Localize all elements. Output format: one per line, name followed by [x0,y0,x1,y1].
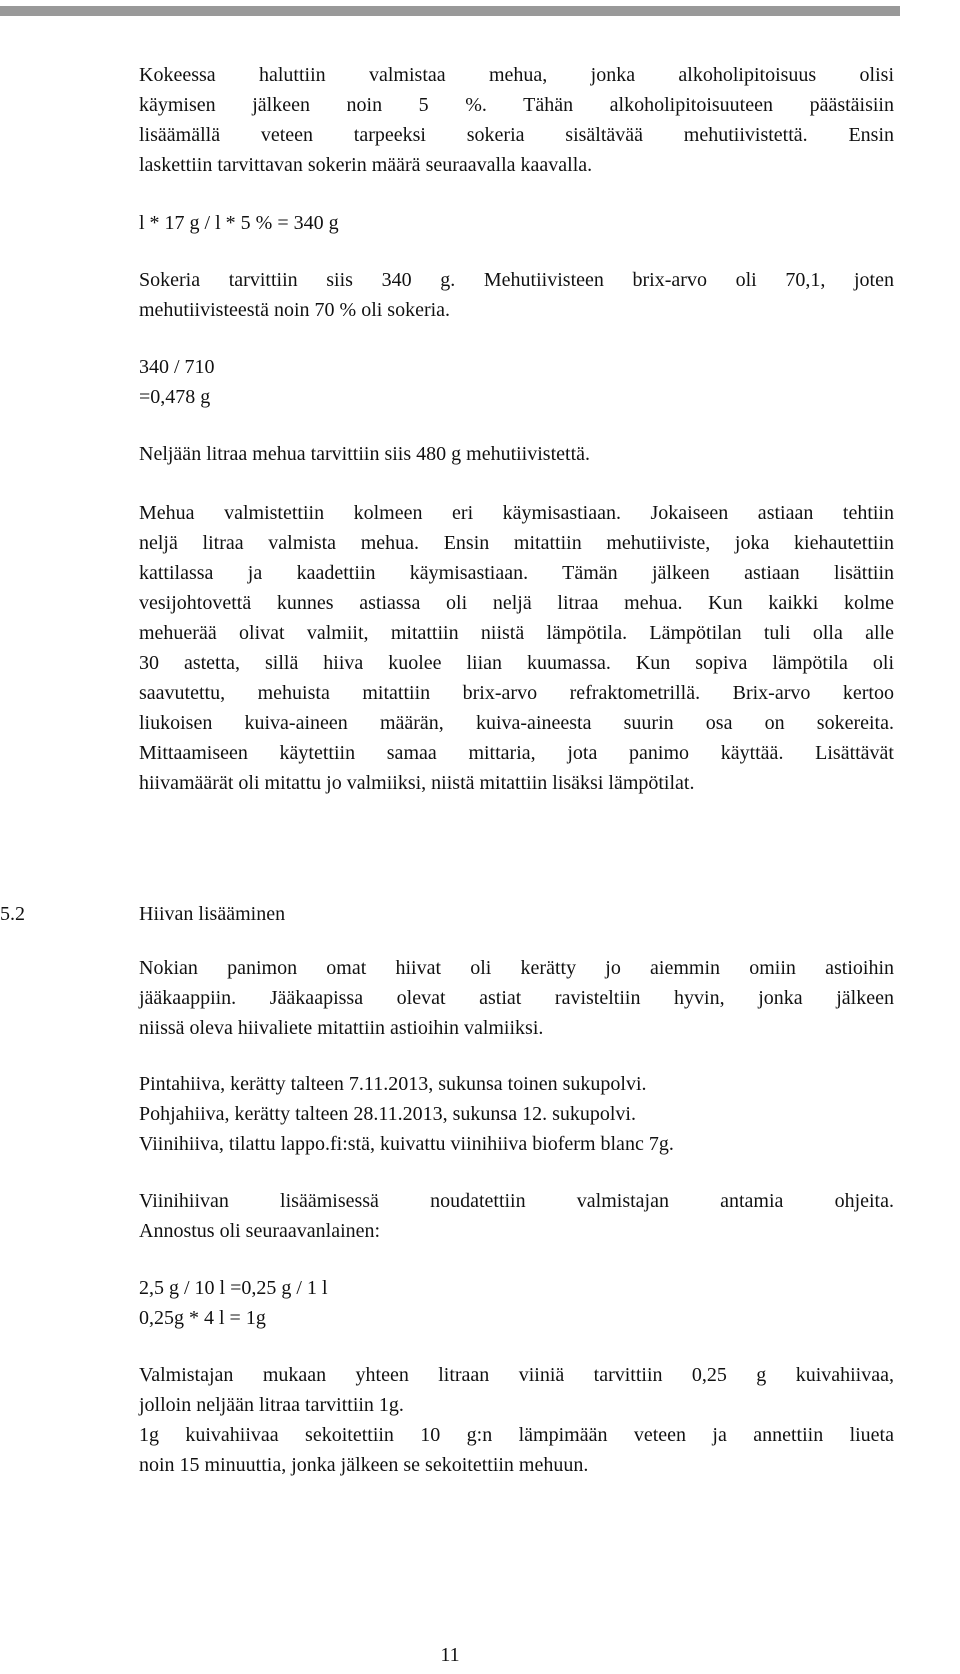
section-number: 5.2 [0,903,25,925]
formula-dosage [139,1273,894,1333]
section-title: Hiivan lisääminen [139,903,286,925]
text-line: Kokeessa haluttiin valmistaa mehua, jonka alkoholipitoisuus olisi [139,64,894,86]
paragraph-concentrate [139,439,894,469]
list-item: Pintahiiva, kerätty talteen 7.11.2013, sukunsa toinen sukupolvi. [139,1073,647,1095]
paragraph-brix [139,265,894,325]
text-line: Neljään litraa mehua tarvittiin siis 480 g mehutiivistettä. [139,443,591,465]
text-line: 340 / 710 [139,356,215,378]
text-line: jääkaappiin. Jääkaapissa olevat astiat ravisteltiin hyvin, jonka jälkeen [139,987,894,1009]
text-line: saavutettu, mehuista mitattiin brix-arvo refraktometrillä. Brix-arvo kertoo [139,682,894,704]
text-line: liukoisen kuiva-aineen määrän, kuiva-aineesta suurin osa on sokereita. [139,712,894,734]
text-line: kattilassa ja kaadettiin käymisastiaan. Tämän jälkeen astiaan lisättiin [139,562,894,584]
paragraph-instructions [139,1186,894,1246]
paragraph-dosage [139,1360,894,1480]
text-line: vesijohtovettä kunnes astiassa oli neljä litraa mehua. Kun kaikki kolme [139,592,894,614]
text-line: laskettiin tarvittavan sokerin määrä seuraavalla kaavalla. [139,154,593,176]
text-line: 0,25g * 4 l = 1g [139,1307,266,1329]
text-line: niissä oleva hiivaliete mitattiin astioihin valmiiksi. [139,1017,544,1039]
text-line: =0,478 g [139,386,211,408]
text-line: lisäämällä veteen tarpeeksi sokeria sisältävää mehutiivistettä. Ensin [139,124,894,146]
text-line: Nokian panimon omat hiivat oli kerätty jo aiemmin omiin astioihin [139,957,894,979]
text-line: mehutiivisteestä noin 70 % oli sokeria. [139,299,451,321]
yeast-list [139,1069,894,1159]
text-line: Sokeria tarvittiin siis 340 g. Mehutiivisteen brix-arvo oli 70,1, joten [139,269,894,291]
paragraph-intro [139,60,894,180]
text-line: hiivamäärät oli mitattu jo valmiiksi, niistä mitattiin lisäksi lämpötilat. [139,772,695,794]
text-line: Annostus oli seuraavanlainen: [139,1220,381,1242]
text-line: Mittaamiseen käytettiin samaa mittaria, jota panimo käyttää. Lisättävät [139,742,894,764]
text-line: 2,5 g / 10 l =0,25 g / 1 l [139,1277,328,1299]
text-line: 30 astetta, sillä hiiva kuolee liian kuumassa. Kun sopiva lämpötila oli [139,652,894,674]
text-line: 1g kuivahiivaa sekoitettiin 10 g:n lämpimään veteen ja annettiin liueta [139,1424,894,1446]
page-number: 11 [440,1644,460,1666]
list-item: Pohjahiiva, kerätty talteen 28.11.2013, sukunsa 12. sukupolvi. [139,1103,636,1125]
paragraph-nokia-yeasts [139,953,894,1043]
text-line: Mehua valmistettiin kolmeen eri käymisastiaan. Jokaiseen astiaan tehtiin [139,502,894,524]
text-line: neljä litraa valmista mehua. Ensin mitattiin mehutiiviste, joka kiehautettiin [139,532,894,554]
section-heading [0,899,960,929]
formula-sugar [139,208,894,238]
paragraph-procedure [139,498,894,798]
list-item: Viinihiiva, tilattu lappo.fi:stä, kuivattu viinihiiva bioferm blanc 7g. [139,1133,674,1155]
formula-ratio [139,352,894,412]
text-line: noin 15 minuuttia, jonka jälkeen se sekoitettiin mehuun. [139,1454,589,1476]
text-line: l * 17 g / l * 5 % = 340 g [139,212,339,234]
text-line: jolloin neljään litraa tarvittiin 1g. [139,1394,404,1416]
text-line: käymisen jälkeen noin 5 %. Tähän alkoholipitoisuuteen päästäisiin [139,94,894,116]
text-line: Viinihiivan lisäämisessä noudatettiin valmistajan antamia ohjeita. [139,1190,894,1212]
text-line: mehuerää olivat valmiit, mitattiin niistä lämpötila. Lämpötilan tuli olla alle [139,622,894,644]
text-line: Valmistajan mukaan yhteen litraan viiniä tarvittiin 0,25 g kuivahiivaa, [139,1364,894,1386]
